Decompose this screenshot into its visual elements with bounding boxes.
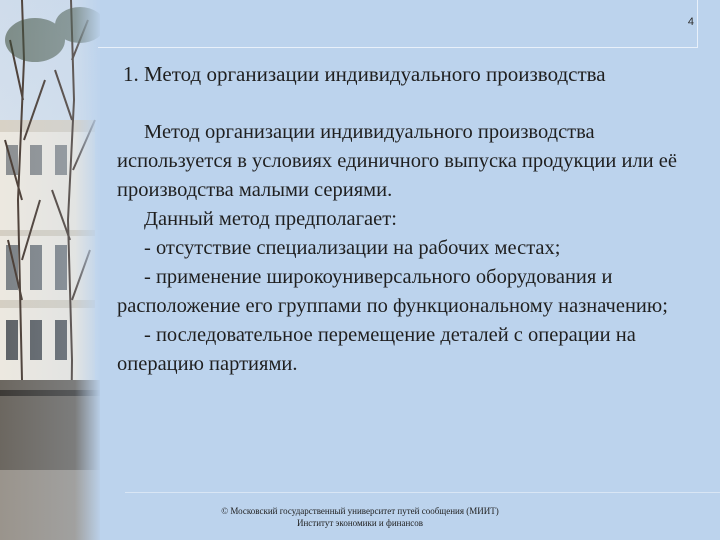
slide-body (117, 118, 692, 379)
body-list-item: - применение широкоуниверсального оборудования и расположение его группами по функциональному назначению; (117, 266, 668, 317)
top-rule (98, 47, 698, 48)
body-paragraph: Метод организации индивидуального производства используется в условиях единичного выпуска продукции или её производства малыми сериями. (117, 121, 677, 201)
building-photo (0, 0, 100, 540)
footer (170, 505, 550, 529)
slide-title: 1. Метод организации индивидуального производства (123, 62, 606, 86)
body-paragraph: Данный метод предполагает: (144, 208, 397, 230)
bottom-rule (125, 492, 720, 493)
page-number: 4 (687, 16, 694, 28)
body-list-item: - последовательное перемещение деталей с операции на операцию партиями. (117, 324, 636, 375)
right-rule (697, 0, 698, 48)
footer-institute: Институт экономики и финансов (296, 518, 424, 528)
footer-university: © Московский государственный университет путей сообщения (МИИТ) (221, 506, 499, 516)
body-list-item: - отсутствие специализации на рабочих местах; (144, 237, 561, 259)
